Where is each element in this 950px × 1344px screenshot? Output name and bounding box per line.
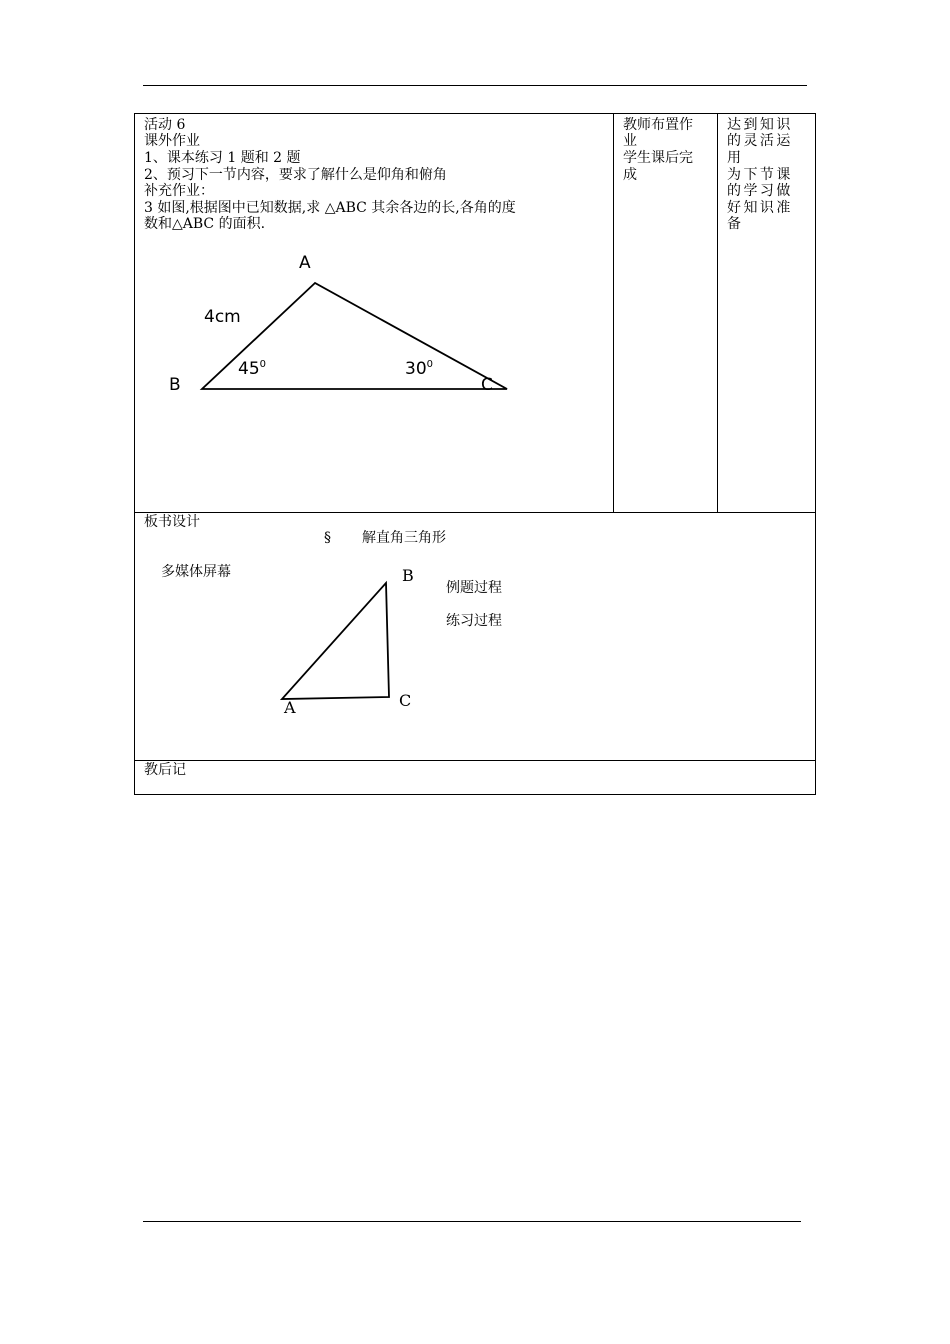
purpose-line-6: 好 知 识 准 bbox=[727, 200, 791, 216]
row-divider-2 bbox=[134, 760, 816, 761]
side-ab-length: 4cm bbox=[204, 307, 241, 327]
teacher-line-3: 学生课后完 bbox=[623, 150, 693, 166]
homework-item-1: 1、课本练习 1 题和 2 题 bbox=[144, 150, 301, 166]
vertex-label-a: A bbox=[299, 253, 311, 273]
extra-homework-question: 3 如图,根据图中已知数据,求 △ABC 其余各边的长,各角的度 bbox=[144, 200, 516, 216]
angle-b-value: $45^0$ bbox=[238, 359, 267, 379]
practice-process-note: 练习过程 bbox=[446, 613, 502, 629]
vertex-label-c: C bbox=[481, 375, 493, 395]
column-divider-2 bbox=[717, 113, 718, 512]
extra-homework-question-cont: 数和△ABC 的面积. bbox=[144, 216, 266, 232]
purpose-line-7: 备 bbox=[727, 216, 741, 232]
board-title: 解直角三角形 bbox=[362, 530, 446, 546]
section-mark: § bbox=[324, 530, 331, 546]
purpose-line-5: 的 学 习 做 bbox=[727, 183, 791, 199]
footer-rule bbox=[143, 1221, 801, 1222]
example-process-note: 例题过程 bbox=[446, 580, 502, 596]
teacher-line-2: 业 bbox=[623, 133, 637, 149]
extra-homework-heading: 补充作业： bbox=[144, 183, 214, 199]
purpose-line-3: 用 bbox=[727, 150, 741, 166]
vertex-label-c-2: C bbox=[399, 691, 412, 710]
header-rule bbox=[143, 85, 807, 86]
homework-heading: 课外作业 bbox=[144, 133, 200, 149]
row-divider-1 bbox=[134, 512, 816, 513]
column-divider-1 bbox=[613, 113, 614, 512]
angle-c-value: $30^0$ bbox=[405, 359, 434, 379]
vertex-label-b: B bbox=[169, 375, 181, 395]
multimedia-screen-note: 多媒体屏幕 bbox=[161, 564, 231, 580]
homework-item-2: 2、预习下一节内容，要求了解什么是仰角和俯角 bbox=[144, 167, 447, 183]
reflection-heading: 教后记 bbox=[144, 762, 186, 778]
teacher-line-4: 成 bbox=[623, 167, 637, 183]
purpose-line-1: 达 到 知 识 bbox=[727, 117, 791, 133]
vertex-label-b-2: B bbox=[402, 566, 414, 585]
purpose-line-4: 为 下 节 课 bbox=[727, 167, 791, 183]
teacher-line-1: 教师布置作 bbox=[623, 117, 693, 133]
vertex-label-a-2: A bbox=[284, 698, 296, 717]
board-design-heading: 板书设计 bbox=[144, 514, 200, 530]
activity-title: 活动 6 bbox=[144, 117, 186, 133]
purpose-line-2: 的 灵 活 运 bbox=[727, 133, 791, 149]
